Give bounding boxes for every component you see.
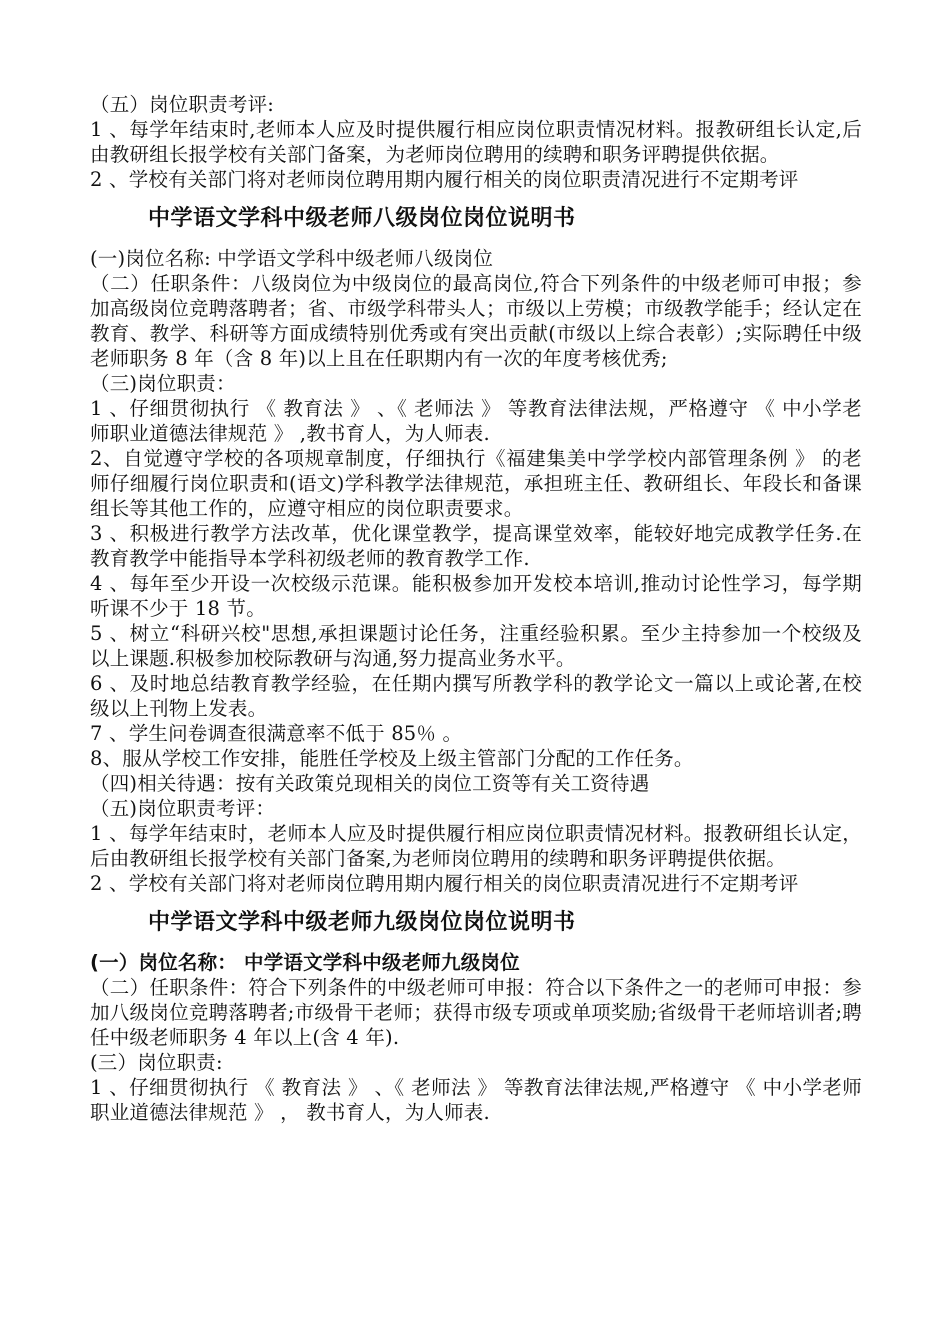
doc9-duties-heading: (三）岗位职责: (90, 1051, 223, 1074)
doc8-duty-2: 2、自觉遵守学校的各项规章制度，仔细执行《福建集美中学学校内部管理条例 》 的老师仔细履行岗位职责和(语文)学科教学法律规范，承担班主任、教研组长、年段长和备课组长等其他工作的，应遵守相应的岗位职责要求。 (90, 447, 862, 520)
review-heading: （五）岗位职责考评: (90, 93, 275, 116)
doc9-position-name: (一）岗位名称： 中学语文学科中级老师九级岗位 (90, 951, 520, 974)
doc9-conditions: （二）任职条件：符合下列条件的中级老师可申报：符合以下条件之一的老师可申报：参加八级岗位竞聘落聘者;市级骨干老师；获得市级专项或单项奖励;省级骨干老师培训者;聘任中级老师职务 4 年以上(含 4 年). (90, 976, 862, 1049)
doc9-duty-1: 1 、仔细贯彻执行 《 教育法 》 、《 老师法 》 等教育法律法规,严格遵守 《 中小学老师职业道德法律规范 》 ， 教书育人，为人师表. (90, 1076, 862, 1124)
doc8-duty-7: 7 、学生问卷调查很满意率不低于 85％ 。 (90, 722, 463, 745)
doc9-body (90, 950, 862, 1125)
doc8-position-name: (一)岗位名称: 中学语文学科中级老师八级岗位 (90, 247, 494, 270)
doc8-treatment: （四)相关待遇：按有关政策兑现相关的岗位工资等有关工资待遇 (90, 772, 650, 795)
review-item-1: 1 、每学年结束时,老师本人应及时提供履行相应岗位职责情况材料。报教研组长认定,后由教研组长报学校有关部门备案，为老师岗位聘用的续聘和职务评聘提供依据。 (90, 118, 862, 166)
doc8-review-heading: （五)岗位职责考评： (90, 797, 276, 820)
doc8-conditions: （二）任职条件：八级岗位为中级岗位的最高岗位,符合下列条件的中级老师可申报；参加高级岗位竞聘落聘者；省、市级学科带头人；市级以上劳模；市级教学能手；经认定在教育、教学、科研等方面成绩特别优秀或有突出贡献(市级以上综合表彰）;实际聘任中级老师职务 8 年（含 8 年)以上且在任职期内有一次的年度考核优秀; (90, 272, 862, 370)
doc8-duty-4: 4 、每年至少开设一次校级示范课。能积极参加开发校本培训,推动讨论性学习，每学期听课不少于 18 节。 (90, 572, 862, 620)
doc8-duty-3: 3 、积极进行教学方法改革，优化课堂教学，提高课堂效率，能较好地完成教学任务.在教育教学中能指导本学科初级老师的教育教学工作. (90, 522, 862, 570)
doc8-duty-5: 5 、树立“科研兴校"思想,承担课题讨论任务，注重经验积累。至少主持参加一个校级及以上课题.积极参加校际教研与沟通,努力提高业务水平。 (90, 622, 862, 670)
section-top-review (90, 92, 862, 192)
doc8-duty-8: 8、服从学校工作安排，能胜任学校及上级主管部门分配的工作任务。 (90, 747, 694, 770)
doc8-body (90, 246, 862, 896)
doc8-title: 中学语文学科中级老师八级岗位岗位说明书 (148, 206, 576, 231)
doc8-duty-6: 6 、及时地总结教育教学经验，在任期内撰写所教学科的教学论文一篇以上或论著,在校级以上刊物上发表。 (90, 672, 862, 720)
review-item-2: 2 、学校有关部门将对老师岗位聘用期内履行相关的岗位职责清况进行不定期考评 (90, 168, 799, 191)
doc8-review-2: 2 、学校有关部门将对老师岗位聘用期内履行相关的岗位职责清况进行不定期考评 (90, 872, 799, 895)
doc8-duties-heading: （三)岗位职责： (90, 372, 236, 395)
doc9-title: 中学语文学科中级老师九级岗位岗位说明书 (148, 910, 576, 935)
doc8-review-1: 1 、每学年结束时，老师本人应及时提供履行相应岗位职责情况材料。报教研组长认定，后由教研组长报学校有关部门备案,为老师岗位聘用的续聘和职务评聘提供依据。 (90, 822, 862, 870)
doc8-duty-1: 1 、仔细贯彻执行 《 教育法 》 、《 老师法 》 等教育法律法规，严格遵守 《 中小学老师职业道德法律规范 》 ,教书育人，为人师表. (90, 397, 862, 445)
